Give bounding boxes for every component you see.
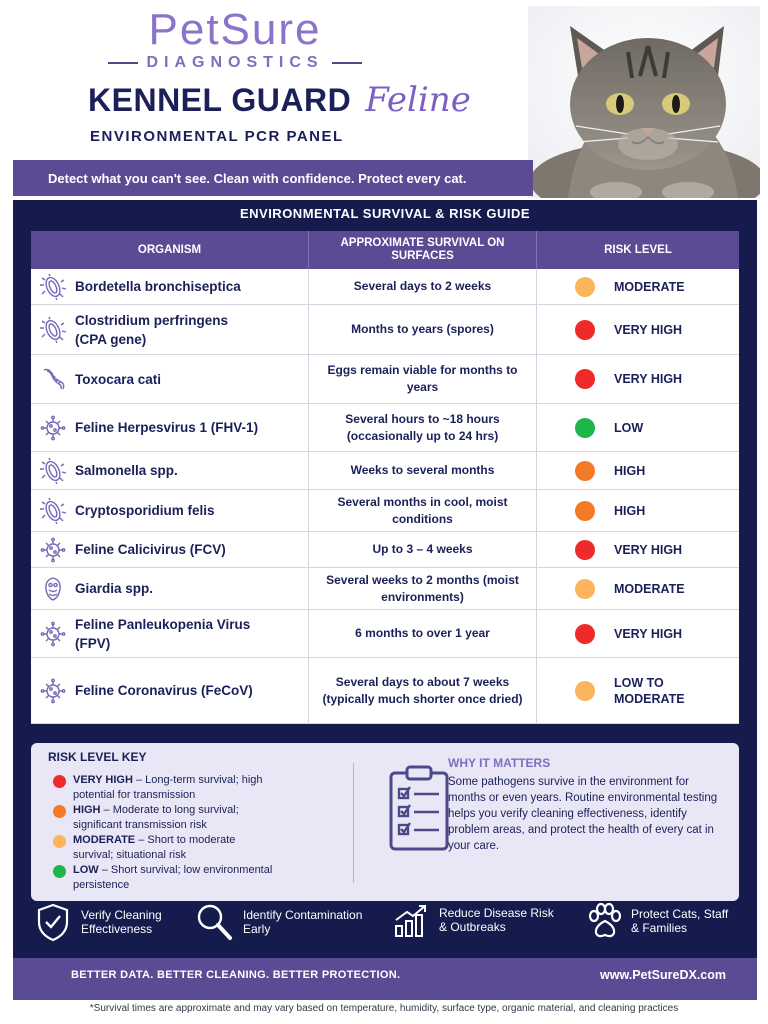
risk-dot — [575, 681, 595, 701]
feature-verify-label: Verify Cleaning Effectiveness — [81, 908, 162, 936]
organism-cell — [31, 658, 309, 723]
risk-label: LOW — [614, 420, 644, 435]
organism-name: Bordetella bronchiseptica — [75, 279, 241, 294]
bacteria-icon — [39, 317, 75, 343]
survival-cell: Several weeks to 2 months (moist environments) — [309, 568, 537, 609]
organism-cell — [31, 532, 309, 567]
risk-dot — [575, 320, 595, 340]
table-row — [31, 452, 739, 490]
bacteria-icon — [39, 498, 75, 524]
footer-slogan: BETTER DATA. BETTER CLEANING. BETTER PROTECTION. — [71, 969, 401, 981]
table-header — [31, 231, 739, 269]
brand-logo — [90, 4, 380, 72]
risk-dot — [575, 540, 595, 560]
bacteria-icon — [39, 458, 75, 484]
organism-name: Toxocara cati — [75, 371, 162, 387]
risk-dot — [575, 624, 595, 644]
risk-cell — [537, 532, 739, 567]
protozoa-icon — [39, 576, 75, 602]
risk-dot — [53, 805, 66, 818]
risk-label: VERY HIGH — [614, 372, 683, 386]
risk-dot — [53, 835, 66, 848]
checklist-clipboard-icon — [383, 763, 455, 853]
survival-cell: Months to years (spores) — [309, 305, 537, 354]
risk-label: LOW TO MODERATE — [614, 675, 685, 706]
risk-label: VERY HIGH — [614, 542, 683, 557]
risk-key-text: LOW – Short survival; low environmental persistence — [73, 864, 273, 891]
risk-key-title: RISK LEVEL KEY — [48, 750, 147, 764]
organism-name: Feline Coronavirus (FeCoV) — [75, 683, 253, 698]
panel-name: ENVIRONMENTAL PCR PANEL — [90, 128, 344, 145]
survival-cell: Several days to 2 weeks — [309, 269, 537, 304]
risk-key-item — [53, 833, 303, 863]
table-body — [31, 269, 739, 724]
survival-cell: 6 months to over 1 year — [309, 610, 537, 657]
risk-dot — [53, 775, 66, 788]
risk-cell — [537, 568, 739, 609]
why-text: Some pathogens survive in the environment for months or even years. Routine environmental testing helps you verify cleaning effectiveness, identify problem areas, and protect the health of every cat in your care. — [448, 776, 718, 852]
magnifier-icon — [195, 902, 233, 942]
feature-identify — [195, 902, 383, 942]
risk-cell — [537, 355, 739, 403]
risk-label: VERY HIGH — [614, 626, 683, 641]
product-title — [88, 80, 471, 120]
organism-cell — [31, 355, 309, 403]
risk-key-item — [53, 773, 303, 803]
brand-name: PetSure — [148, 5, 322, 54]
feature-verify — [35, 902, 177, 942]
virus-icon — [39, 415, 75, 441]
organism-cell — [31, 305, 309, 354]
risk-dot — [575, 418, 595, 438]
col-header-survival: APPROXIMATE SURVIVAL ON SURFACES — [309, 231, 537, 269]
organism-name: Feline Calicivirus (FCV) — [75, 542, 226, 557]
feature-protect — [585, 902, 731, 940]
feature-reduce — [393, 902, 563, 938]
organism-cell — [31, 404, 309, 451]
organism-name: Salmonella spp. — [75, 463, 178, 478]
col-header-risk: RISK LEVEL — [604, 243, 672, 256]
organism-cell — [31, 452, 309, 489]
survival-cell: Eggs remain viable for months to years — [309, 355, 537, 403]
table-row — [31, 610, 739, 658]
risk-cell — [537, 269, 739, 304]
organism-cell — [31, 568, 309, 609]
bacteria-icon — [39, 274, 75, 300]
survival-cell: Several hours to ~18 hours (occasionally up to 24 hrs) — [309, 404, 537, 451]
organism-name: Feline Herpesvirus 1 (FHV-1) — [75, 420, 259, 435]
divider — [332, 62, 362, 64]
divider — [108, 62, 138, 64]
risk-key-text: VERY HIGH – Long-term survival; high potential for transmission — [73, 774, 263, 801]
survival-table — [31, 231, 739, 724]
table-row — [31, 404, 739, 452]
risk-cell — [537, 404, 739, 451]
table-row — [31, 490, 739, 532]
risk-dot — [53, 865, 66, 878]
feature-reduce-label: Reduce Disease Risk & Outbreaks — [439, 906, 554, 934]
col-header-organism: ORGANISM — [31, 231, 309, 269]
risk-label: HIGH — [614, 463, 646, 478]
risk-key-item — [53, 803, 303, 833]
table-row — [31, 532, 739, 568]
risk-dot — [575, 277, 595, 297]
guide-title: ENVIRONMENTAL SURVIVAL & RISK GUIDE — [239, 206, 531, 221]
table-row — [31, 269, 739, 305]
risk-cell — [537, 658, 739, 723]
paw-icon — [585, 902, 621, 940]
product-script: Feline — [365, 80, 471, 120]
risk-cell — [537, 610, 739, 657]
survival-cell: Several days to about 7 weeks (typically much shorter once dried) — [309, 658, 537, 723]
table-row — [31, 658, 739, 724]
organism-name: Giardia spp. — [75, 581, 154, 596]
brand-sub-text: DIAGNOSTICS — [146, 54, 324, 71]
brand-subtitle — [90, 54, 380, 72]
risk-key-box — [31, 743, 739, 901]
survival-cell: Several months in cool, moist conditions — [309, 490, 537, 531]
risk-label: MODERATE — [614, 279, 685, 294]
guide-frame — [13, 200, 757, 960]
risk-key-item — [53, 863, 303, 893]
product-main: KENNEL GUARD — [88, 82, 352, 118]
header — [0, 0, 768, 200]
virus-icon — [39, 678, 75, 704]
organism-cell — [31, 490, 309, 531]
worm-icon — [39, 366, 75, 392]
cat-photo — [528, 6, 760, 198]
virus-icon — [39, 621, 75, 647]
risk-dot — [575, 461, 595, 481]
why-title: WHY IT MATTERS — [448, 756, 551, 770]
organism-cell — [31, 610, 309, 657]
virus-icon — [39, 537, 75, 563]
organism-name: Feline Panleukopenia Virus (FPV) — [75, 616, 251, 651]
tagline: Detect what you can't see. Clean with confidence. Protect every cat. — [48, 171, 467, 186]
risk-dot — [575, 369, 595, 389]
risk-label: VERY HIGH — [614, 322, 683, 337]
organism-name: Clostridium perfringens (CPA gene) — [75, 312, 229, 347]
risk-dot — [575, 501, 595, 521]
divider — [353, 763, 354, 883]
risk-cell — [537, 305, 739, 354]
organism-name: Cryptosporidium felis — [75, 503, 215, 518]
chart-growth-icon — [393, 902, 429, 938]
table-row — [31, 355, 739, 404]
shield-check-icon — [35, 902, 71, 942]
risk-key-text: HIGH – Moderate to long survival; significant transmission risk — [73, 804, 239, 831]
survival-cell: Up to 3 – 4 weeks — [309, 532, 537, 567]
risk-key-text: MODERATE – Short to moderate survival; situational risk — [73, 834, 236, 861]
disclaimer: *Survival times are approximate and may vary based on temperature, humidity, surface type, organic material, and cleaning practices — [89, 1003, 679, 1014]
risk-cell — [537, 452, 739, 489]
risk-cell — [537, 490, 739, 531]
risk-dot — [575, 579, 595, 599]
table-row — [31, 305, 739, 355]
risk-label: MODERATE — [614, 581, 685, 596]
risk-label: HIGH — [614, 503, 646, 518]
table-row — [31, 568, 739, 610]
feature-identify-label: Identify Contamination Early — [243, 908, 363, 936]
survival-cell: Weeks to several months — [309, 452, 537, 489]
feature-protect-label: Protect Cats, Staff & Families — [631, 907, 729, 935]
website-link[interactable]: www.PetSureDX.com — [600, 968, 726, 982]
organism-cell — [31, 269, 309, 304]
